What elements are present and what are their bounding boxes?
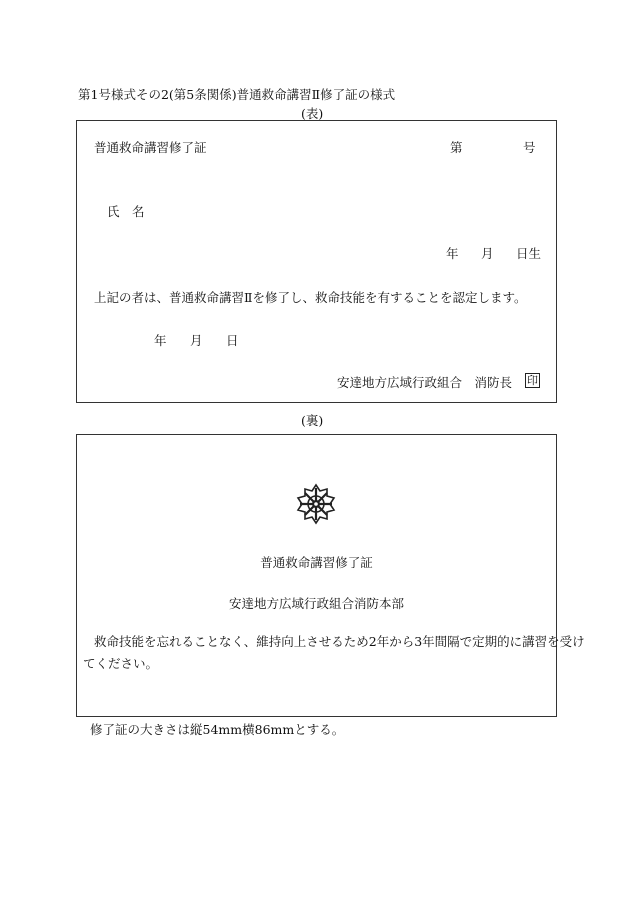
back-organization: 安達地方広域行政組合消防本部 xyxy=(228,596,404,611)
front-side-label: (表) xyxy=(301,106,324,121)
issue-month: 月 xyxy=(190,333,203,348)
certification-statement: 上記の者は、普通救命講習Ⅱを修了し、救命技能を有することを認定します。 xyxy=(94,290,527,305)
form-title: 第1号様式その2(第5条関係)普通救命講習Ⅱ修了証の様式 xyxy=(78,87,396,102)
notice-line-1: 救命技能を忘れることなく、維持向上させるため2年から3年間隔で定期的に講習を受け xyxy=(94,634,585,649)
certificate-front xyxy=(76,120,557,403)
size-note: 修了証の大きさは縦54mm横86mmとする。 xyxy=(90,722,345,737)
seal-stamp: 印 xyxy=(527,374,538,387)
notice-line-2: てください。 xyxy=(83,656,159,671)
number-suffix: 号 xyxy=(523,140,536,155)
birth-month: 月 xyxy=(481,246,494,261)
birth-day: 日生 xyxy=(516,246,542,261)
front-cert-title: 普通救命講習修了証 xyxy=(94,140,207,155)
back-cert-title: 普通救命講習修了証 xyxy=(260,555,373,570)
name-label: 氏 名 xyxy=(107,204,145,219)
fire-department-emblem-icon xyxy=(294,482,338,526)
birth-year: 年 xyxy=(446,246,459,261)
issue-year: 年 xyxy=(154,333,167,348)
issue-day: 日 xyxy=(226,333,239,348)
issuer-name: 安達地方広域行政組合 消防長 xyxy=(337,375,513,390)
number-prefix: 第 xyxy=(450,140,463,155)
certificate-back xyxy=(76,434,585,717)
back-side-label: (裏) xyxy=(301,413,324,428)
